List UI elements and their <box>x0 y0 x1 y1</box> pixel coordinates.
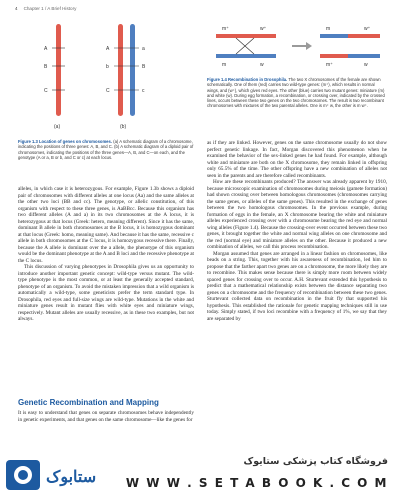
paragraph: as if they are linked. However, genes on the same chromosome usually do not show perfect genetic linkage. In fact, Morgan discovered this phenomenon when he examined the behavior of the sex-linked genes he had found. For example, although white and miniature are both on the X chromosome, they remain linked in offspring only 65.5% of the time. The other offspring have a new combination of alleles not seen in the parents and are therefore called recombinants. <box>207 140 387 179</box>
gene-label: m⁺ <box>222 26 229 32</box>
figure-1-3-diagram <box>22 22 172 134</box>
panel-a-label: (a) <box>54 124 61 130</box>
chromosome-b-red <box>118 24 123 116</box>
allele-label: A <box>106 46 110 52</box>
running-header <box>15 6 76 11</box>
allele-label: c <box>142 88 145 94</box>
paragraph: This discussion of varying phenotypes in Drosophila gives us an opportunity to introduce another important genetic concept: wild-type versus mutant. The wild-type phenotype is the most common, or at least the generally accepted standard, phenotype of an organism. To avoid the mistaken impression that a wild organism is automatically a wild-type, some geneticists prefer the term standard type. In Drosophila, red eyes and full-size wings are wild-type. Mutations in the white and miniature genes result in mutant flies with white eyes and miniature wings, respectively. Mutant alleles are usually recessive, as in these two examples, but not always. <box>18 264 194 322</box>
logo-text: ستابوک <box>46 469 97 486</box>
gene-label: w⁺ <box>260 26 267 32</box>
paragraph: How are these recombinants produced? The answer was already apparent by 1910, because microscopic examination of chromosomes during meiosis (gamete formation) had shown crossing over between homologous chromosomes (chromosomes carrying the same genes, or alleles of the same genes). This resulted in the exchange of genes between the two homologous chromosomes. In the previous example, during formation of eggs in the female, an X chromosome bearing the white and miniature alleles experienced crossing over with a chromosome bearing the red eye and normal wing alleles (Figure 1.4). Because the crossing-over event occurred between these two genes, it brought together the white and normal wing alleles on one chromosome and the red (normal eye) and miniature alleles on the other. Because it produced a new combination of alleles, we call this process recombination. <box>207 179 387 250</box>
right-column <box>207 140 387 454</box>
gene-label: m <box>326 26 331 32</box>
chromosome-red <box>216 34 276 38</box>
caption-body: The two X chromosomes of the female are shown schematically. One of them (red) carries two wild-type genes: (m⁺), which results in normal wings, and (w⁺), which gives red eyes. The other (blue) carries two mutant genes: miniature (m) and white (w). During egg formation, a recombination, or crossing over, indicated by the crossed lines, occurs between these two genes on the two chromosomes. The result is two recombinant chromosomes with mixtures of the two parental alleles. One is m⁺ w, the other is m w⁺. <box>207 77 385 109</box>
gene-label: w <box>364 62 368 68</box>
figure-1-4-diagram <box>208 20 388 76</box>
footer-persian-text: فروشگاه کتاب پزشکی ستایوک <box>243 456 388 467</box>
caption-title: Figure 1.3 Location of genes on chromosomes. <box>18 139 113 144</box>
chromosome-blue <box>216 54 276 58</box>
setabook-logo <box>0 446 110 496</box>
running-title: Chapter 1 / A Brief History <box>23 6 77 11</box>
figure-1-3-caption <box>18 139 194 180</box>
locus-label: B <box>44 64 48 70</box>
paragraph: It is easy to understand that genes on separate chromosomes behave independently in genetic experiments, and that genes on the same chromosome—like the genes for <box>18 410 194 423</box>
gene-label: w <box>260 62 264 68</box>
gene-label: m <box>222 62 227 68</box>
left-column <box>18 186 194 392</box>
caption-body: (a) A schematic diagram of a chromosome, indicating the positions of three genes: A, B, and C. (b) A schematic diagram of a diploid pair of chromosomes, indicating the positions of the three genes—A, B, and C—on each, and the genotype (A or a, B or b, and C or c) at each locus. <box>18 139 194 160</box>
paragraph: Morgan assumed that genes are arranged in a linear fashion on chromosomes, like beads on a string. This, together with his awareness of recombination, led him to propose that the farther apart two genes are on a chromosome, the more likely they are to recombine. This makes sense because there is simply more room between widely spaced genes for crossing over to occur. A.H. Sturtevant extended this hypothesis to predict that a mathematical relationship exists between the distance separating two genes on a chromosome and the frequency of recombination between these two genes. Sturtevant collected data on recombination in the fruit fly that supported his hypothesis. This established the rationale for genetic mapping techniques still in use today. Simply stated, if two loci recombine with a frequency of 1%, we say that they are separated by <box>207 250 387 322</box>
section-heading: Genetic Recombination and Mapping <box>18 398 159 407</box>
paragraph: alleles, in which case it is heterozygous. For example, Figure 1.3b shows a diploid pair of chromosomes with different alleles at one locus (Aa) and the same alleles at the other two loci (BB and cc). The genotype, or allelic constitution, of this organism with respect to these three genes, is AaBBcc. Because this organism has two different alleles (A and a) in its two chromosomes at the A locus, it is heterozygous at that locus (Greek: hetero, meaning different). Since it has the same, dominant B allele in both chromosomes at the B locus, it is homozygous dominant at that locus (Greek: homo, meaning same). And because it has the same, recessive c allele in both chromosomes at the C locus, it is homozygous recessive there. Finally, because the A allele is dominant over the a allele, the phenotype of this organism would be the dominant phenotype at the A and B loci and the recessive phenotype at the C locus. <box>18 186 194 264</box>
locus-label: C <box>44 88 48 94</box>
gene-label: w⁺ <box>364 26 371 32</box>
allele-label: b <box>106 64 109 70</box>
allele-label: C <box>106 88 110 94</box>
locus-label: A <box>44 46 48 52</box>
page-number: 4 <box>15 6 18 11</box>
caption-title: Figure 1.4 Recombination in Drosophila. <box>207 77 288 82</box>
panel-b-label: (b) <box>120 124 127 130</box>
footer-url: W W W . S E T A B O O K . C O M <box>125 476 388 490</box>
chromosome-b-blue <box>130 24 135 116</box>
chromosome-a <box>56 24 61 116</box>
arrow-icon <box>292 42 312 50</box>
figure-1-4-caption <box>207 77 387 137</box>
gene-label: m⁺ <box>326 62 333 68</box>
left-column-section <box>18 410 194 442</box>
allele-label: B <box>142 64 146 70</box>
allele-label: a <box>142 46 145 52</box>
